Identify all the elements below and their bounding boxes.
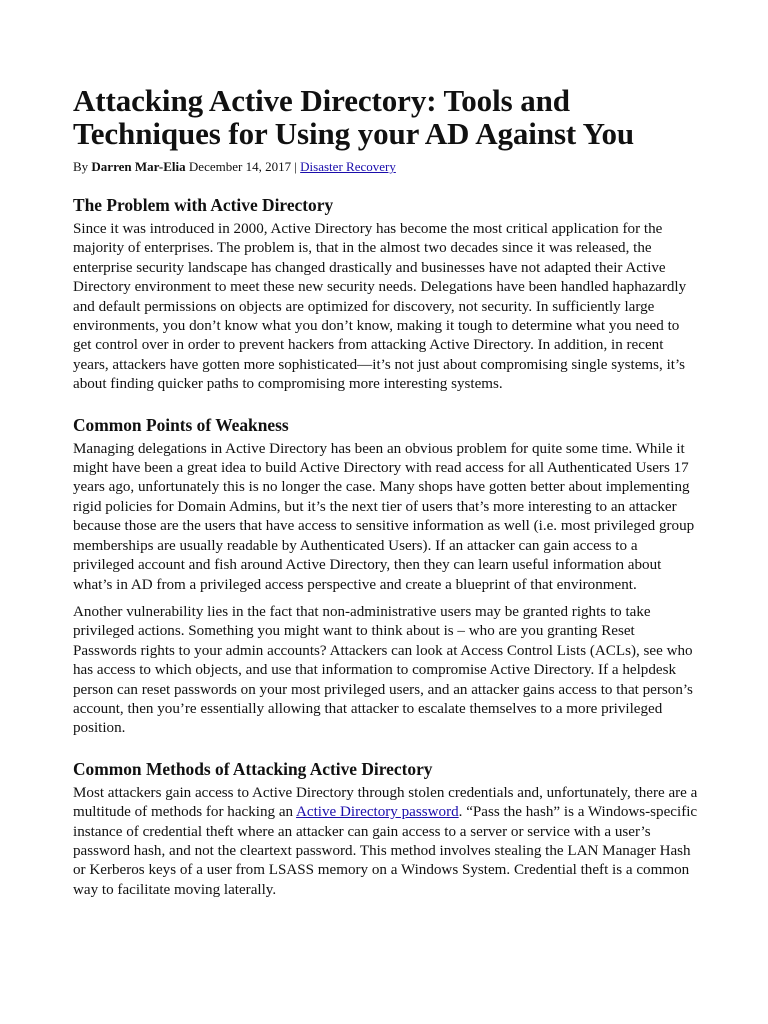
paragraph: Managing delegations in Active Directory has been an obvious problem for quite some time. While it might have been a great idea to build Active Directory with read access for all Authenticated Users 17 years ago, unfortunately this is no longer the case. Many shops have gotten better about implementing rigid policies for Domain Admins, but it’s the next tier of users that’s more interesting to an attacker because those are the users that have access to sensitive information as well (i.e. most privileged group memberships are usually readable by Authenticated Users). If an attacker can gain access to a privileged account and fish around Active Directory, then they can learn useful information about what’s in AD from a privileged access perspective and create a blueprint of that environment. <box>73 440 695 593</box>
paragraph <box>73 784 698 900</box>
section-methods <box>73 758 698 900</box>
section-weakness <box>73 414 698 739</box>
byline <box>73 159 698 175</box>
paragraph-text: Most attackers gain access to Active Directory through stolen credentials and, unfortunately, there are a multitude of methods for hacking an <box>73 784 698 821</box>
ad-password-link[interactable]: Active Directory password <box>296 804 459 821</box>
section-heading: Common Methods of Attacking Active Directory <box>73 758 433 779</box>
publish-date: December 14, 2017 | <box>185 159 301 174</box>
section-problem <box>73 194 698 395</box>
section-heading: The Problem with Active Directory <box>73 195 334 215</box>
paragraph-text: . “Pass the hash” is a Windows-specific instance of credential theft where an attacker can gain access to a server or service with a user’s password hash, and not the cleartext password. This method involves stealing the LAN Manager Hash or Kerberos keys of a user from LSASS memory on a Windows System. Credential theft is a common way to facilitate moving laterally. <box>73 804 698 898</box>
author-name: Darren Mar-Elia <box>91 159 186 174</box>
article-title: Attacking Active Directory: Tools and Techniques for Using your AD Against You <box>73 83 635 151</box>
paragraph: Another vulnerability lies in the fact that non-administrative users may be granted rights to take privileged actions. Something you might want to think about is – who are you granting Reset Passwords rights to your admin accounts? Attackers can look at Access Control Lists (ACLs), see who has access to which objects, and use that information to compromise Active Directory. If a helpdesk person can reset passwords on your most privileged users, and an attacker gains access to that person’s account, then you’re essentially allowing that attacker to escalate themselves to a more privileged position. <box>73 603 693 737</box>
category-link[interactable]: Disaster Recovery <box>300 159 396 174</box>
section-heading: Common Points of Weakness <box>73 414 289 435</box>
byline-prefix: By <box>73 159 92 174</box>
paragraph: Since it was introduced in 2000, Active Directory has become the most critical application for the majority of enterprises. The problem is, that in the almost two decades since it was released, the enterprise security landscape has changed drastically and businesses have not adapted their Active Directory environment to meet these new security needs. Delegations have been handled haphazardly and default permissions on objects are optimized for discovery, not security. In sufficiently large environments, you don’t know what you don’t know, making it tough to determine what you need to get control over in order to prevent hackers from attacking Active Directory. In addition, in recent years, attackers have gotten more sophisticated—it’s not just about compromising single systems, it’s about finding quicker paths to compromising more interesting systems. <box>73 221 687 393</box>
